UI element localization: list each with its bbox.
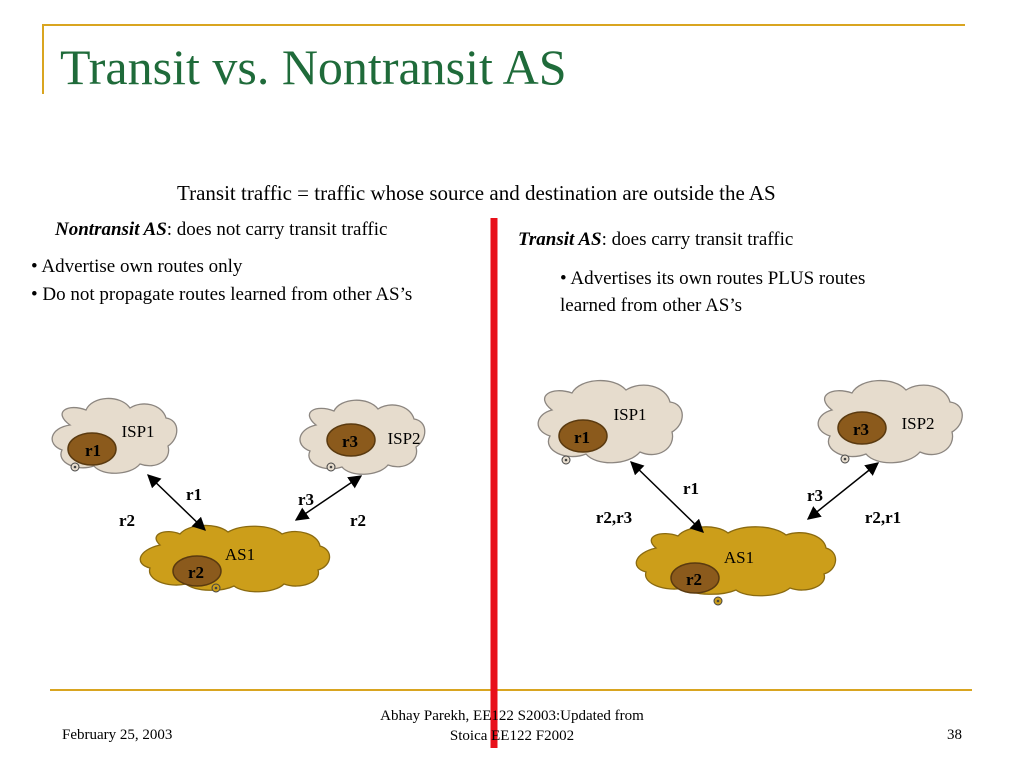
transit-definition: Transit traffic = traffic whose source and destination are outside the AS — [177, 181, 776, 205]
label-left-down: r1 — [185, 485, 203, 504]
transit-as1-router-label: r2 — [685, 570, 703, 589]
transit-isp1-label: ISP1 — [613, 405, 647, 424]
isp2-label: ISP2 — [387, 429, 421, 448]
as1-router-label: r2 — [187, 563, 205, 582]
label-right-down: r3 — [297, 490, 315, 509]
footer-author-line-2: Stoica EE122 F2002 — [449, 728, 575, 745]
isp1-label: ISP1 — [121, 422, 155, 441]
nontransit-bullet-1: • Advertise own routes only — [31, 256, 243, 277]
transit-label-left-down: r1 — [682, 479, 700, 498]
isp2-router-label: r3 — [341, 432, 359, 451]
as1-label: AS1 — [224, 545, 256, 564]
nontransit-bullet-2: • Do not propagate routes learned from other AS’s — [31, 284, 413, 305]
isp1-router-label: r1 — [84, 441, 102, 460]
slide-title: Transit vs. Nontransit AS — [60, 39, 567, 95]
transit-heading-term: Transit AS — [518, 229, 602, 250]
footer-author — [312, 706, 712, 747]
nontransit-heading-term: Nontransit AS — [55, 219, 167, 240]
label-left-up: r2 — [118, 511, 136, 530]
transit-isp1-router-label: r1 — [573, 428, 591, 447]
transit-as1-label: AS1 — [723, 548, 755, 567]
transit-label-right-up: r2,r1 — [864, 508, 902, 527]
transit-label-right-down: r3 — [806, 486, 824, 505]
transit-heading-rest: : does carry transit traffic — [601, 229, 794, 250]
transit-bullet-line-1: • Advertises its own routes PLUS routes — [560, 268, 866, 289]
transit-bullet-line-2: learned from other AS’s — [560, 295, 743, 316]
footer-author-line-1: Abhay Parekh, EE122 S2003:Updated from — [380, 708, 644, 724]
label-right-up: r2 — [349, 511, 367, 530]
transit-label-left-up: r2,r3 — [595, 508, 633, 527]
page-number: 38 — [947, 727, 962, 743]
transit-isp2-router-label: r3 — [852, 420, 870, 439]
footer-date: February 25, 2003 — [62, 727, 173, 743]
transit-isp2-label: ISP2 — [901, 414, 935, 433]
nontransit-heading-rest: : does not carry transit traffic — [166, 219, 388, 240]
transit-isp1-cloud — [538, 381, 682, 464]
